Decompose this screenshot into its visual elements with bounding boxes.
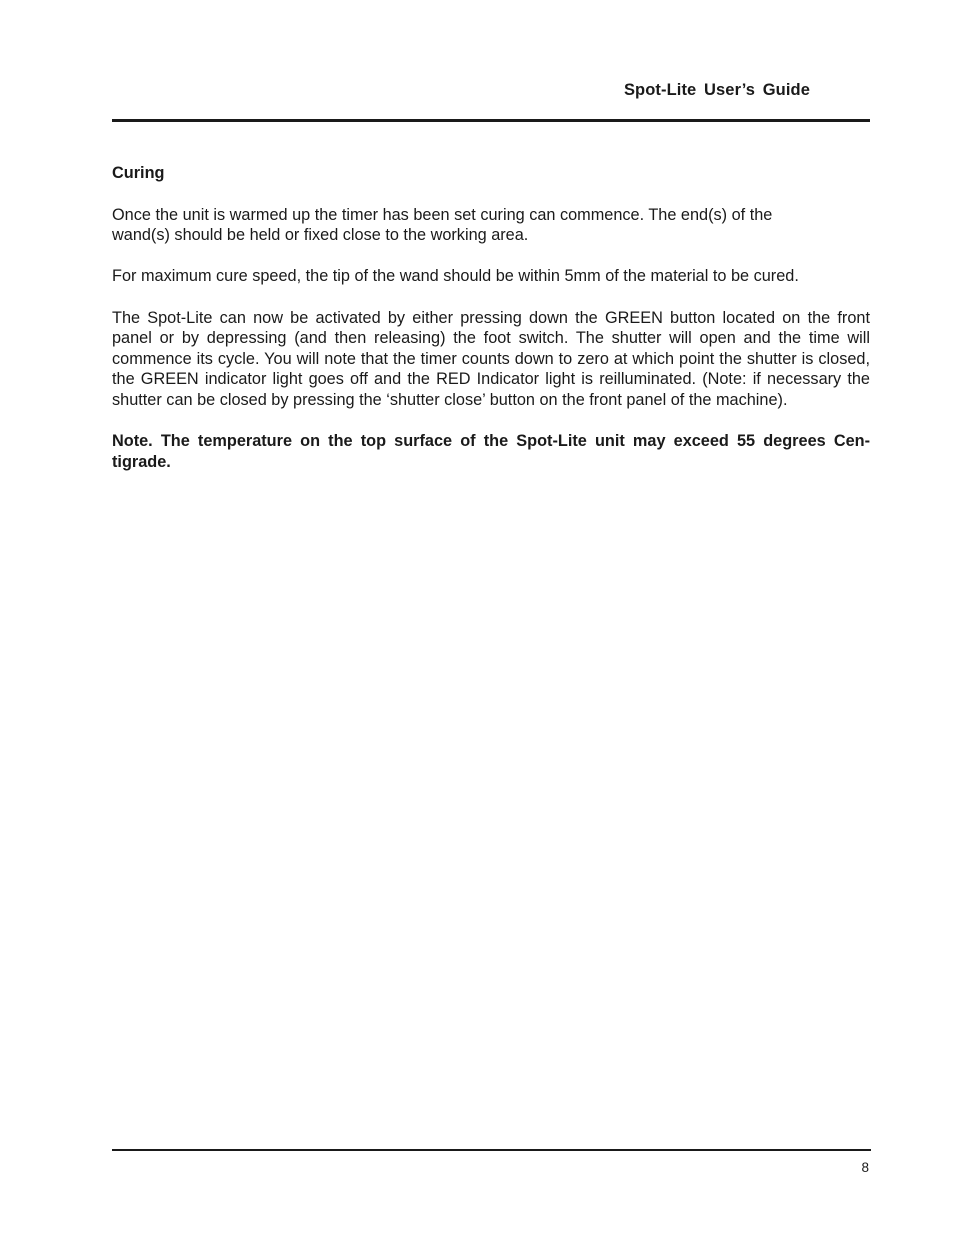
main-content bbox=[112, 163, 870, 472]
page-number: 8 bbox=[861, 1160, 869, 1175]
paragraph-activation: The Spot-Lite can now be activated by either pressing down the GREEN button located on the front panel or by depressing (and then releasing) the foot switch. The shutter will open and the time will commence its cycle. You will note that the timer counts down to zero at which point the shutter is closed, the GREEN indicator light goes off and the RED Indicator light is reilluminated. (Note: if necessary the shutter can be closed by pressing the ‘shutter close’ button on the front panel of the machine). bbox=[112, 308, 870, 409]
section-heading: Curing bbox=[112, 164, 165, 182]
header-divider bbox=[112, 119, 870, 122]
paragraph-warmup: Once the unit is warmed up the timer has been set curing can commence. The end(s) of the wand(s) should be held or fixed close to the working area. bbox=[112, 205, 773, 245]
footer-divider bbox=[112, 1149, 871, 1151]
document-title: Spot-Lite User’s Guide bbox=[623, 81, 810, 99]
paragraph-cure-speed: For maximum cure speed, the tip of the wand should be within 5mm of the material to be cured. bbox=[112, 267, 799, 286]
temperature-note: Note. The temperature on the top surface of the Spot-Lite unit may exceed 55 degrees Cen-tigrade. bbox=[112, 432, 870, 471]
